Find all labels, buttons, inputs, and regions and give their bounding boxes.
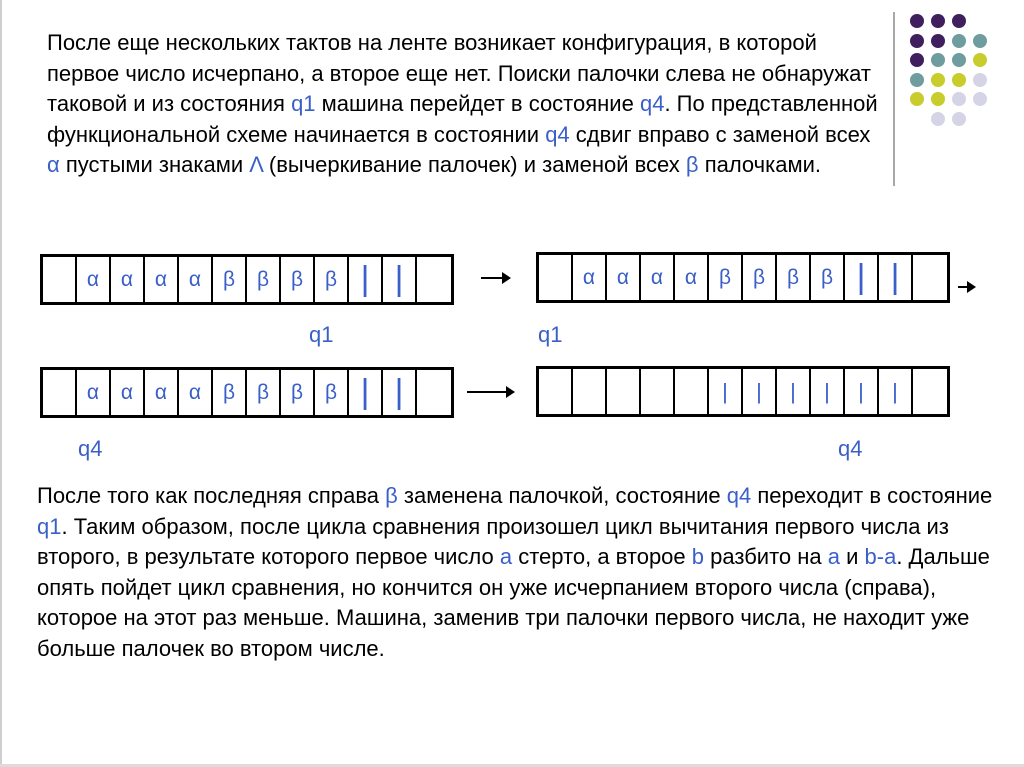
tape-cell: β bbox=[281, 257, 315, 302]
tape-cell: | bbox=[879, 369, 913, 414]
highlighted-symbol: q4 bbox=[726, 483, 752, 508]
decorative-dot bbox=[910, 53, 924, 67]
tape-cell bbox=[43, 370, 77, 415]
tape-cell bbox=[675, 369, 709, 414]
tape-cell: α bbox=[145, 257, 179, 302]
tape-cell: α bbox=[641, 255, 675, 300]
highlighted-symbol: Λ bbox=[249, 152, 263, 178]
tape-cell: | bbox=[349, 370, 383, 415]
tape-cell: | bbox=[709, 369, 743, 414]
tape-cell: | bbox=[879, 255, 913, 300]
text-run: стерто, а второе bbox=[512, 544, 692, 570]
state-label-3: q4 bbox=[78, 436, 103, 461]
tape-cell: β bbox=[315, 370, 349, 415]
tape-cell bbox=[641, 369, 675, 414]
tape-cell: α bbox=[179, 257, 213, 302]
tape-cell: α bbox=[111, 370, 145, 415]
decorative-dot bbox=[931, 53, 945, 67]
arrow-3 bbox=[467, 391, 513, 393]
tape-cell: β bbox=[777, 255, 811, 300]
tape-cell: | bbox=[383, 370, 417, 415]
highlighted-symbol: q4 bbox=[545, 121, 570, 147]
decorative-dot bbox=[973, 34, 987, 48]
decorative-dot bbox=[931, 73, 945, 87]
decorative-dot bbox=[910, 73, 924, 87]
slide-border-left bbox=[0, 0, 2, 767]
tape-cell bbox=[539, 369, 573, 414]
tape-4 bbox=[536, 366, 950, 417]
tape-cell bbox=[607, 369, 641, 414]
text-run: машина перейдет в состояние bbox=[315, 91, 640, 117]
tape-cell: β bbox=[743, 255, 777, 300]
tape-cell: | bbox=[845, 255, 879, 300]
text-run: . Таким образом, после цикла сравнения произошел цикл вычитания первого числа из второго, в результате которого первое число bbox=[37, 513, 949, 570]
highlighted-symbol: a bbox=[499, 544, 513, 570]
decorative-dot bbox=[952, 34, 966, 48]
state-label-1: q1 bbox=[309, 322, 334, 347]
decorative-dot bbox=[973, 92, 987, 106]
highlighted-symbol: β bbox=[385, 483, 398, 508]
tape-cell: β bbox=[213, 370, 247, 415]
tape-cell bbox=[573, 369, 607, 414]
text-run: переходит в состояние bbox=[751, 483, 993, 508]
tape-cell: | bbox=[811, 369, 845, 414]
decorative-dot bbox=[952, 53, 966, 67]
highlighted-symbol: α bbox=[47, 152, 60, 178]
text-run: палочками. bbox=[698, 152, 822, 178]
text-run: сдвиг вправо с заменой всех bbox=[569, 121, 871, 147]
text-run: и bbox=[840, 544, 865, 570]
tape-cell bbox=[539, 255, 573, 300]
tape-cell: α bbox=[607, 255, 641, 300]
highlighted-symbol: b bbox=[691, 544, 705, 570]
tape-cell: | bbox=[383, 257, 417, 302]
tape-cell: α bbox=[77, 257, 111, 302]
tape-cell bbox=[417, 257, 451, 302]
decorative-dot bbox=[931, 14, 945, 28]
highlighted-symbol: b-a bbox=[864, 544, 897, 570]
tape-cell bbox=[417, 370, 451, 415]
tape-cell: α bbox=[573, 255, 607, 300]
decorative-dot bbox=[931, 92, 945, 106]
text-run: разбито на bbox=[704, 544, 828, 570]
tape-cell: β bbox=[281, 370, 315, 415]
state-label-4: q4 bbox=[838, 436, 863, 461]
text-run: . По представленной функциональной схеме начинается в состоянии bbox=[47, 91, 878, 147]
intro-paragraph bbox=[47, 28, 887, 181]
decorative-dot bbox=[931, 112, 945, 126]
text-run: . Дальше опять пойдет цикл сравнения, но кончится он уже исчерпанием второго числа (справа), которое на этот раз меньше. Машина, заменив три палочки первого числа, не находит уже больше палочек во втором числе. bbox=[37, 544, 990, 661]
tape-2 bbox=[536, 252, 950, 303]
highlighted-symbol: q1 bbox=[37, 513, 62, 539]
decorative-dot bbox=[973, 73, 987, 87]
tape-cell: α bbox=[675, 255, 709, 300]
tape-cell: β bbox=[213, 257, 247, 302]
conclusion-paragraph bbox=[37, 481, 997, 665]
tape-cell: α bbox=[179, 370, 213, 415]
tape-cell: | bbox=[349, 257, 383, 302]
tape-cell bbox=[43, 257, 77, 302]
text-run: заменена палочкой, состояние bbox=[397, 483, 727, 508]
tape-cell: β bbox=[315, 257, 349, 302]
tape-cell: β bbox=[811, 255, 845, 300]
decorative-dot bbox=[910, 14, 924, 28]
tape-cell: α bbox=[111, 257, 145, 302]
decorative-divider bbox=[893, 12, 895, 186]
text-run: После того как последняя справа bbox=[37, 483, 386, 508]
decorative-dot bbox=[910, 92, 924, 106]
arrow-1 bbox=[481, 277, 509, 279]
arrow-2 bbox=[958, 286, 974, 288]
highlighted-symbol: q1 bbox=[291, 91, 316, 117]
decorative-dot bbox=[952, 92, 966, 106]
tape-1 bbox=[40, 254, 454, 305]
tape-cell: β bbox=[247, 257, 281, 302]
decorative-dot bbox=[931, 34, 945, 48]
text-run: пустыми знаками bbox=[59, 152, 250, 178]
tape-cell: α bbox=[145, 370, 179, 415]
text-run: (вычеркивание палочек) и заменой всех bbox=[262, 152, 686, 178]
state-label-2: q1 bbox=[538, 322, 563, 347]
tape-cell bbox=[913, 369, 947, 414]
decorative-dot bbox=[952, 112, 966, 126]
highlighted-symbol: q4 bbox=[639, 91, 665, 117]
tape-cell: | bbox=[845, 369, 879, 414]
tape-cell: | bbox=[777, 369, 811, 414]
text-run: После еще нескольких тактов на ленте возникает конфигурация, в которой первое число исчерпано, а второе еще нет. Поиски палочки слева не обнаружат таковой и из состояния bbox=[47, 30, 871, 117]
highlighted-symbol: a bbox=[827, 544, 841, 570]
tape-cell: β bbox=[247, 370, 281, 415]
tape-cell: α bbox=[77, 370, 111, 415]
tape-3 bbox=[40, 367, 454, 418]
tape-cell bbox=[913, 255, 947, 300]
decorative-dot bbox=[910, 34, 924, 48]
decorative-dot bbox=[952, 14, 966, 28]
tape-cell: β bbox=[709, 255, 743, 300]
tape-cell: | bbox=[743, 369, 777, 414]
decorative-dot bbox=[952, 73, 966, 87]
highlighted-symbol: β bbox=[685, 152, 699, 178]
decorative-dot bbox=[973, 53, 987, 67]
